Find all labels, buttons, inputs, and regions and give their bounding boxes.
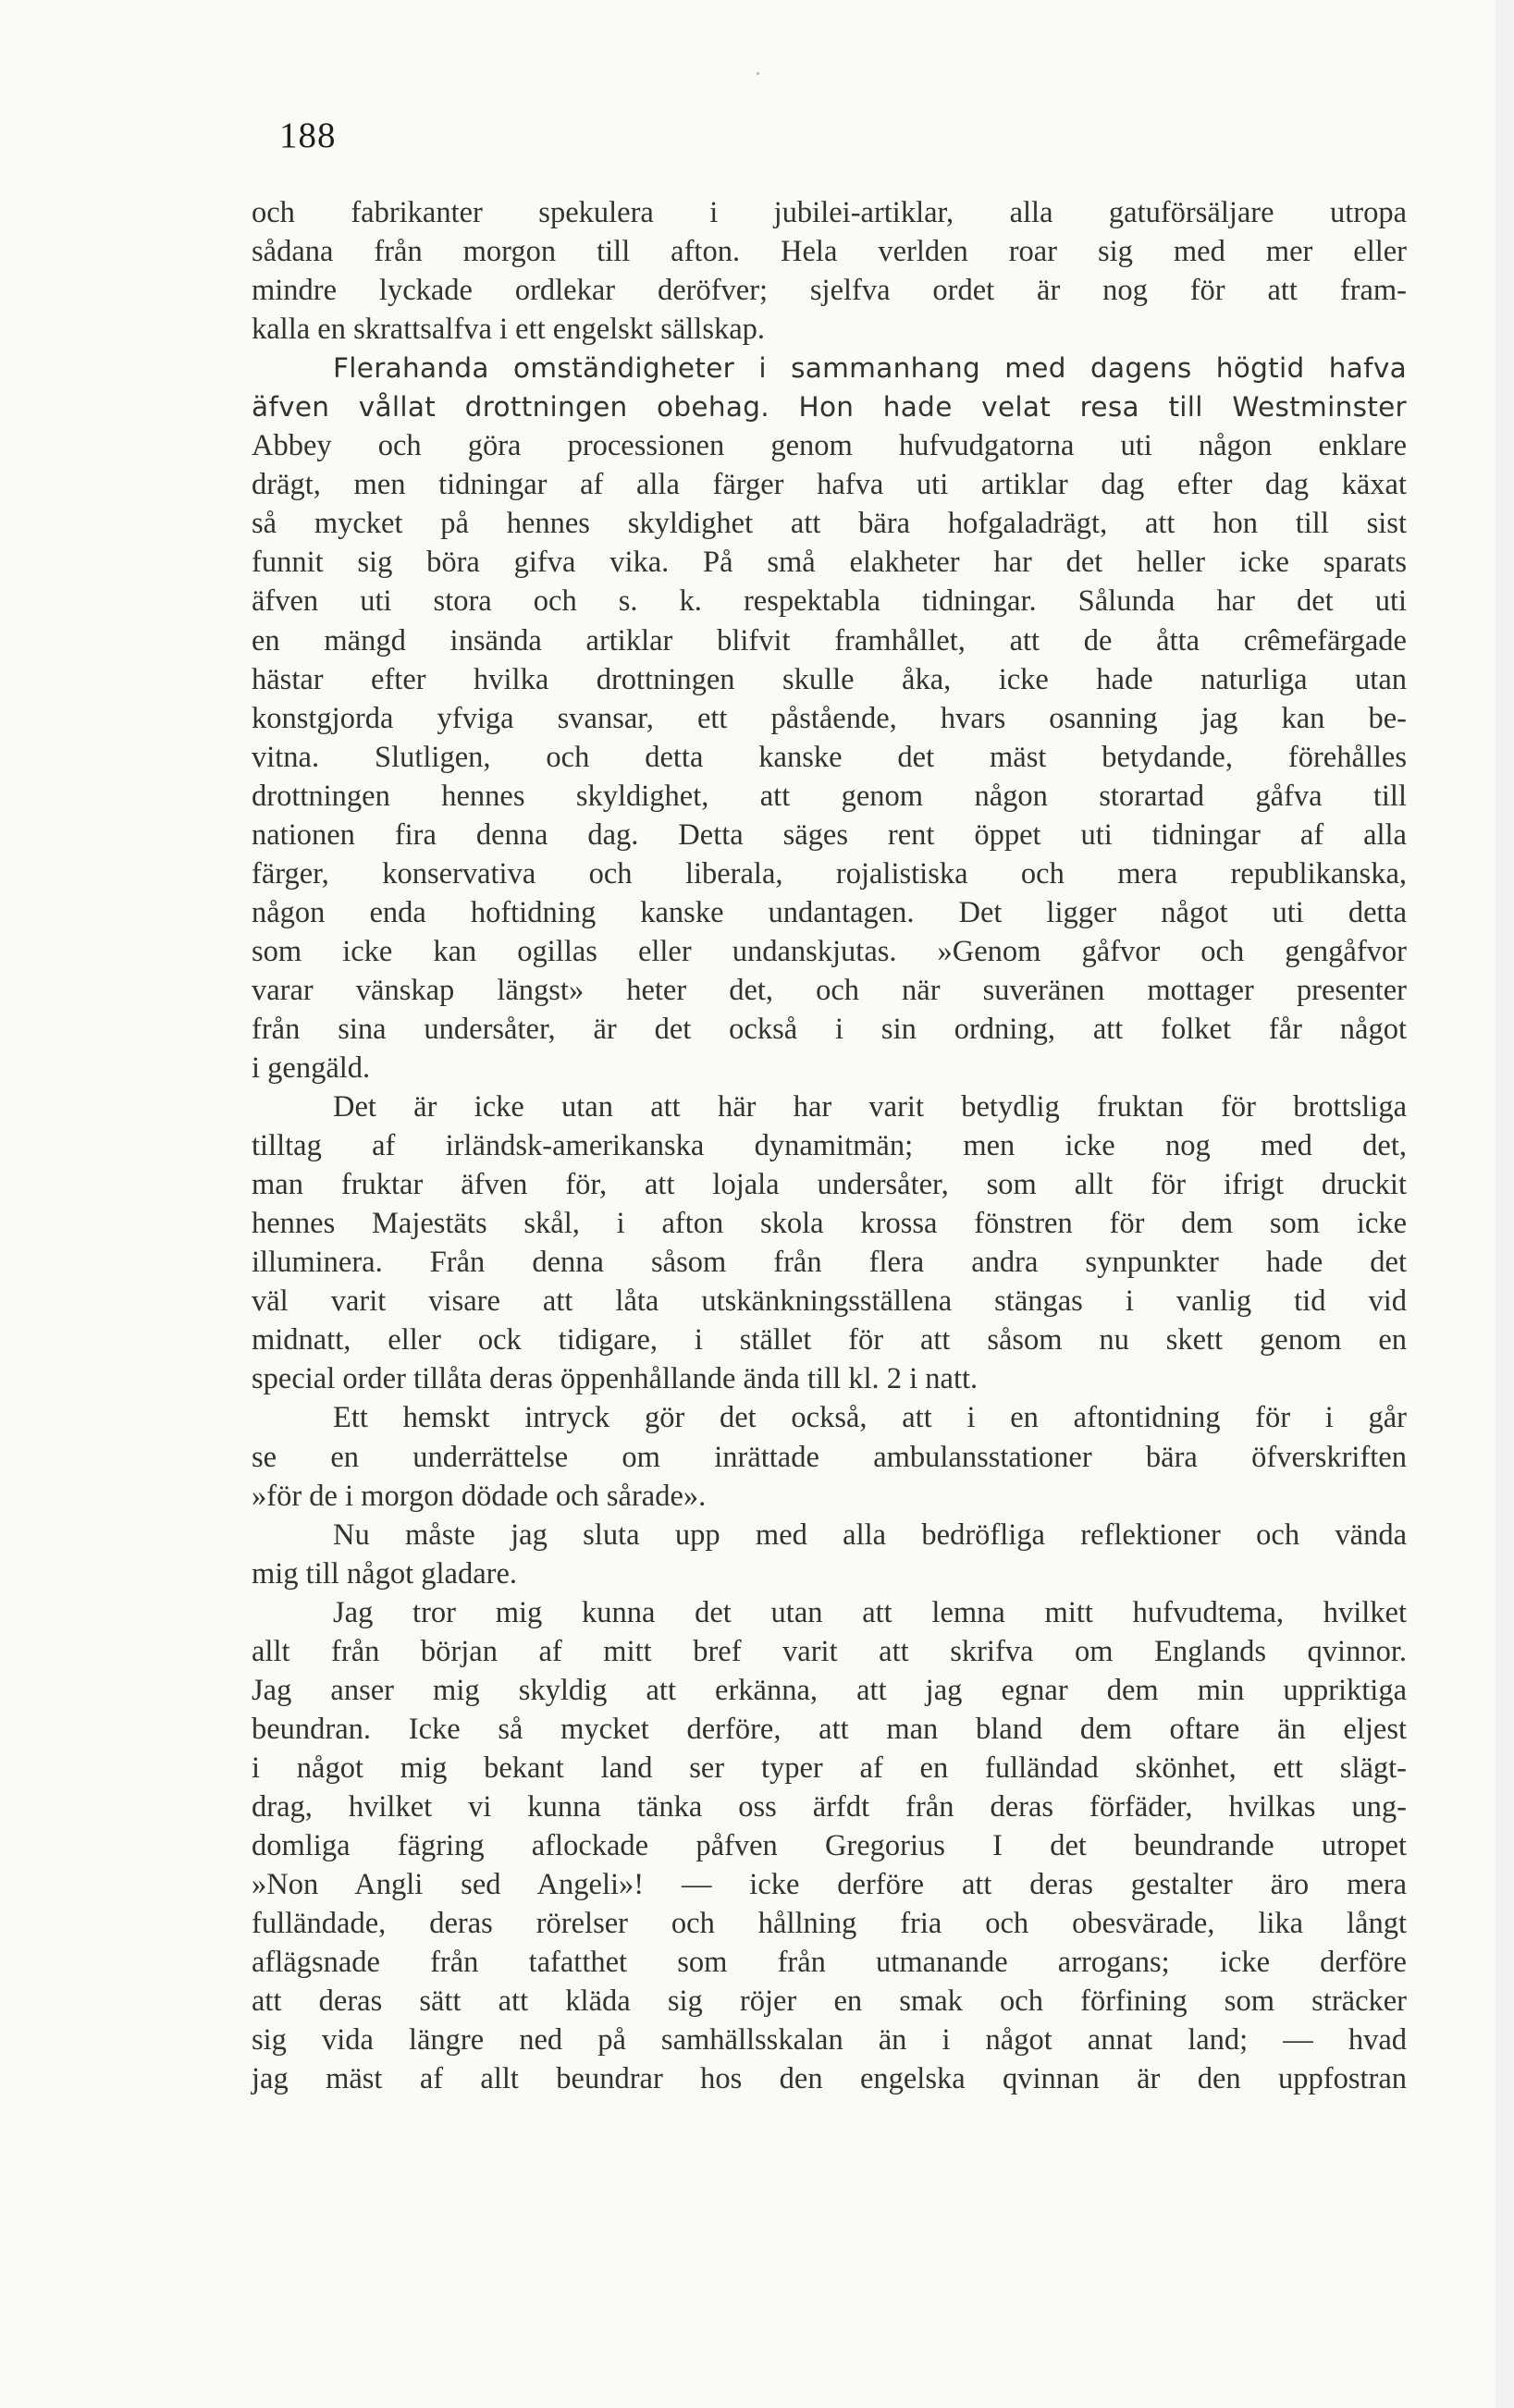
text-line: allt från början af mitt bref varit att skrifva om Englands qvinnor. — [252, 1634, 1407, 1668]
text-line: jag mäst af allt beundrar hos den engelska qvinnan är den uppfostran — [252, 2062, 1407, 2096]
text-line: från sina undersåter, är det också i sin ordning, att folket får något — [252, 1012, 1407, 1046]
text-line: drottningen hennes skyldighet, att genom någon storartad gåfva till — [252, 779, 1407, 813]
text-line: se en underrättelse om inrättade ambulansstationer bära öfverskriften — [252, 1440, 1407, 1474]
text-line: mig till något gladare. — [252, 1556, 518, 1591]
text-line: som icke kan ogillas eller undanskjutas. »Genom gåfvor och gengåfvor — [252, 934, 1407, 968]
text-line: äfven uti stora och s. k. respektabla tidningar. Sålunda har det uti — [252, 584, 1407, 619]
text-line: illuminera. Från denna såsom från flera andra synpunkter hade det — [252, 1246, 1407, 1280]
text-line: drägt, men tidningar af alla färger hafva uti artiklar dag efter dag käxat — [252, 468, 1407, 502]
text-line: så mycket på hennes skyldighet att bära hofgaladrägt, att hon till sist — [252, 507, 1407, 541]
text-line: färger, konservativa och liberala, rojalistiska och mera republikanska, — [252, 856, 1407, 891]
text-line: någon enda hoftidning kanske undantagen. Det ligger något uti detta — [252, 895, 1407, 929]
text-line: special order tillåta deras öppenhållande ända till kl. 2 i natt. — [252, 1362, 979, 1396]
text-line: nationen fira denna dag. Detta säges rent öppet uti tidningar af alla — [252, 817, 1407, 852]
text-line: konstgjorda yfviga svansar, ett påstående, hvars osanning jag kan be- — [252, 701, 1407, 735]
text-line: »Non Angli sed Angeli»! — icke derföre att deras gestalter äro mera — [252, 1868, 1407, 1902]
text-line: vitna. Slutligen, och detta kanske det mäst betydande, förehålles — [252, 740, 1407, 774]
text-line: »för de i morgon dödade och sårade». — [252, 1479, 707, 1513]
text-line: midnatt, eller ock tidigare, i stället för att såsom nu skett genom en — [252, 1323, 1407, 1358]
text-line: mindre lyckade ordlekar deröfver; sjelfva ordet är nog för att fram- — [252, 274, 1407, 308]
text-line: man fruktar äfven för, att lojala undersåter, som allt för ifrigt druckit — [252, 1168, 1407, 1202]
text-line: Abbey och göra processionen genom hufvudgatorna uti någon enklare — [252, 429, 1407, 463]
text-line: Jag tror mig kunna det utan att lemna mitt hufvudtema, hvilket — [333, 1595, 1407, 1629]
text-line: Jag anser mig skyldig att erkänna, att jag egnar dem min uppriktiga — [252, 1673, 1407, 1707]
text-line: Ett hemskt intryck gör det också, att i en aftontidning för i går — [333, 1401, 1407, 1435]
text-line: att deras sätt att kläda sig röjer en smak och förfining som sträcker — [252, 1984, 1407, 2019]
page-number: 188 — [279, 116, 337, 155]
body-text — [252, 193, 1407, 2098]
text-line: aflägsnade från tafatthet som från utmanande arrogans; icke derföre — [252, 1946, 1407, 1980]
text-line: Flerahanda omständigheter i sammanhang med dagens högtid hafva — [333, 352, 1407, 385]
text-line: äfven vållat drottningen obehag. Hon hade velat resa till Westminster — [252, 391, 1407, 424]
text-line: tilltag af irländsk-amerikanska dynamitmän; men icke nog med det, — [252, 1129, 1407, 1163]
text-line: och fabrikanter spekulera i jubilei-artiklar, alla gatuförsäljare utropa — [252, 196, 1407, 229]
text-line: domliga fägring aflockade påfven Gregorius I det beundrande utropet — [252, 1828, 1407, 1862]
text-line: hästar efter hvilka drottningen skulle åka, icke hade naturliga utan — [252, 662, 1407, 696]
text-line: beundran. Icke så mycket derföre, att man bland dem oftare än eljest — [252, 1712, 1407, 1746]
text-line: i gengäld. — [252, 1051, 371, 1086]
text-line: funnit sig böra gifva vika. På små elakheter har det heller icke sparats — [252, 546, 1407, 580]
text-line: en mängd insända artiklar blifvit framhållet, att de åtta crêmefärgade — [252, 623, 1407, 657]
scan-speck — [757, 72, 759, 75]
text-line: fulländade, deras rörelser och hållning fria och obesvärade, lika långt — [252, 1907, 1407, 1941]
text-line: sådana från morgon till afton. Hela verlden roar sig med mer eller — [252, 235, 1407, 269]
text-line: varar vänskap längst» heter det, och när suveränen mottager presenter — [252, 973, 1407, 1007]
text-line: sig vida längre ned på samhällsskalan än i något annat land; — hvad — [252, 2023, 1407, 2058]
text-line: Det är icke utan att här har varit betydlig fruktan för brottsliga — [333, 1090, 1407, 1124]
text-line: Nu måste jag sluta upp med alla bedröfliga reflektioner och vända — [333, 1517, 1407, 1552]
text-line: i något mig bekant land ser typer af en fulländad skönhet, ett slägt- — [252, 1751, 1407, 1785]
text-line: hennes Majestäts skål, i afton skola krossa fönstren för dem som icke — [252, 1207, 1407, 1241]
text-line: väl varit visare att låta utskänkningsställena stängas i vanlig tid vid — [252, 1284, 1407, 1319]
text-line: drag, hvilket vi kunna tänka oss ärfdt från deras förfäder, hvilkas ung- — [252, 1789, 1407, 1824]
text-line: kalla en skrattsalfva i ett engelskt sällskap. — [252, 313, 766, 347]
